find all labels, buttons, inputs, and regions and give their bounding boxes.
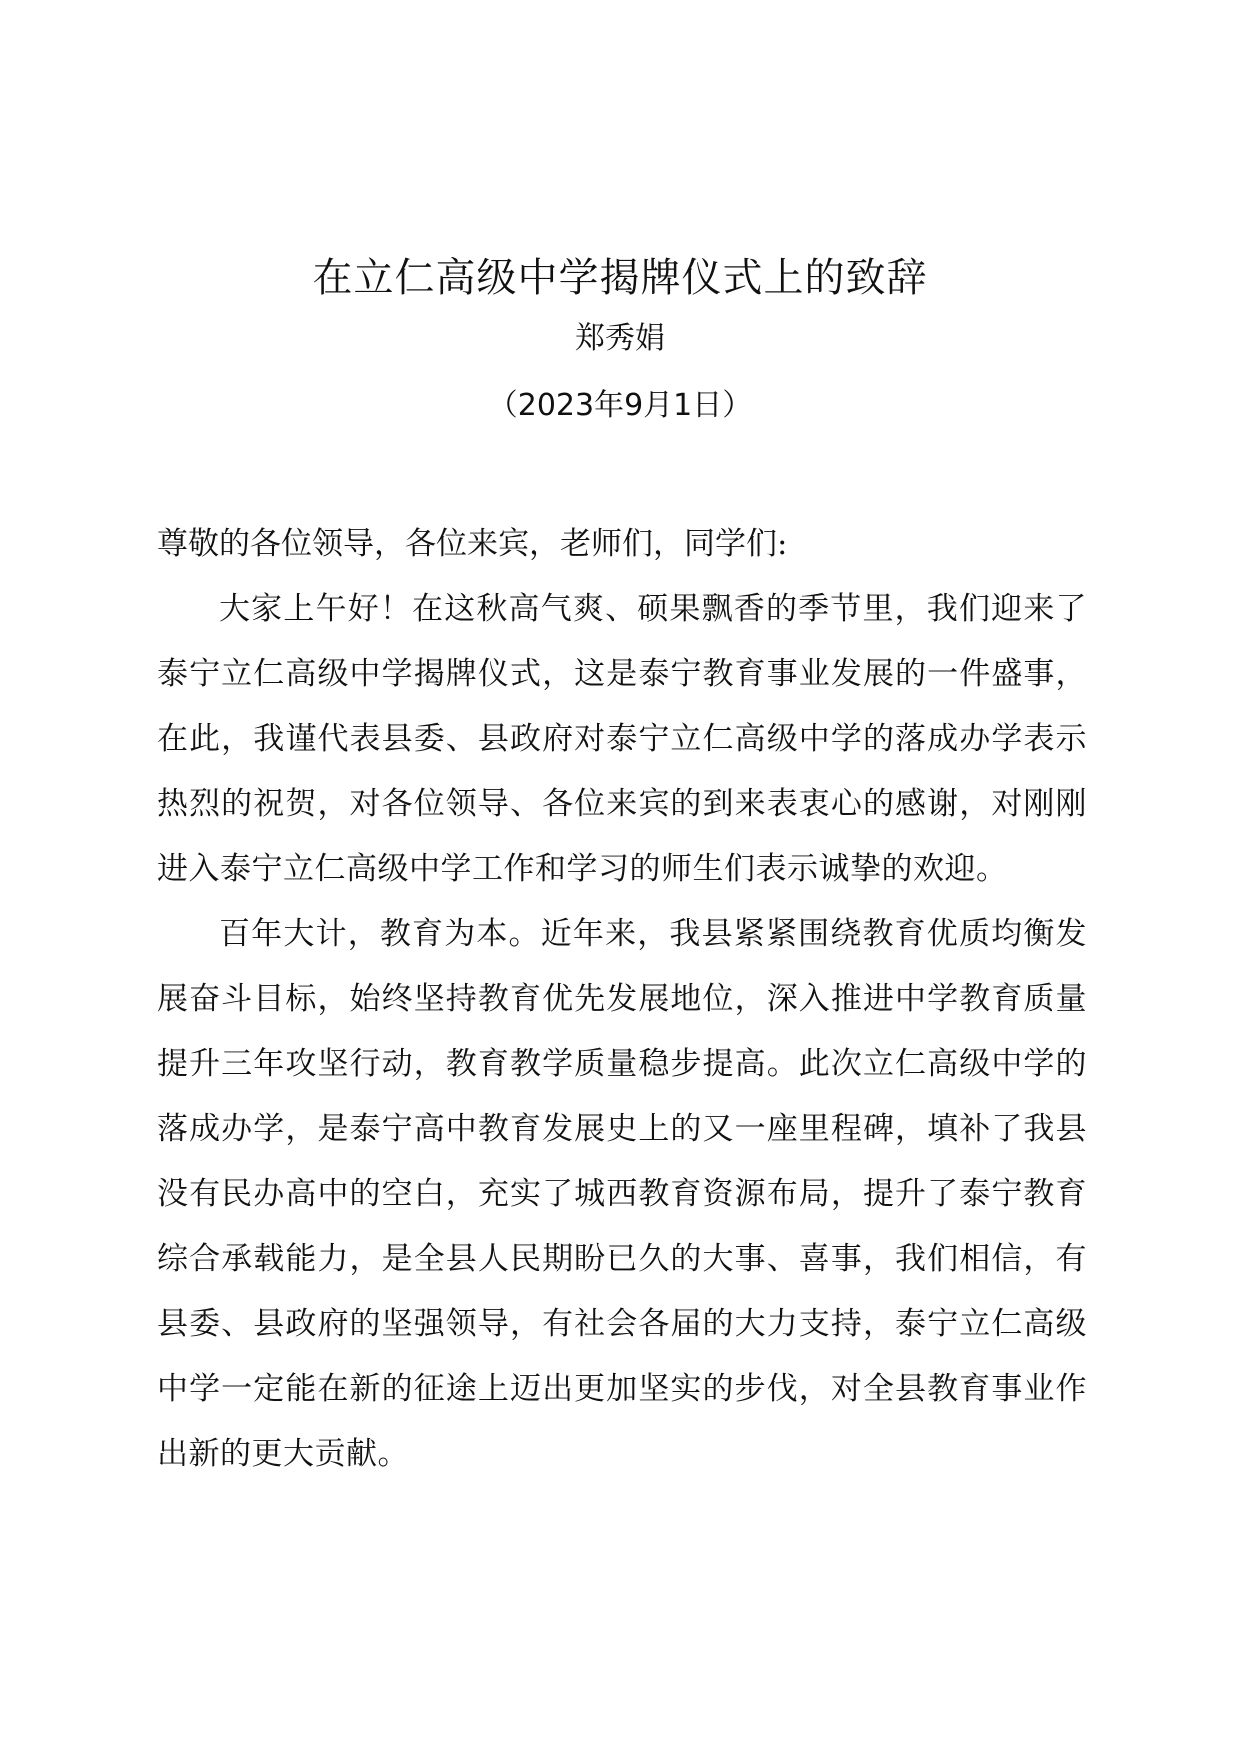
document-title: 在立仁高级中学揭牌仪式上的致辞 xyxy=(312,255,928,301)
document-date: （2023年9月1日） xyxy=(487,388,753,423)
document-author: 郑秀娟 xyxy=(575,321,665,356)
salutation: 尊敬的各位领导，各位来宾，老师们，同学们: xyxy=(157,526,788,562)
paragraph: 百年大计，教育为本。近年来，我县紧紧围绕教育优质均衡发展奋斗目标，始终坚持教育优先发展地位，深入推进中学教育质量提升三年攻坚行动，教育教学质量稳步提高。此次立仁高级中学的落成办学，是泰宁高中教育发展史上的又一座里程碑，填补了我县没有民办高中的空白，充实了城西教育资源布局，提升了泰宁教育综合承载能力，是全县人民期盼已久的大事、喜事，我们相信，有县委、县政府的坚强领导，有社会各届的大力支持，泰宁立仁高级中学一定能在新的征途上迈出更加坚实的步伐，对全县教育事业作出新的更大贡献。 xyxy=(157,916,1087,1472)
document-body xyxy=(157,512,1087,1487)
paragraph: 大家上午好！在这秋高气爽、硕果飘香的季节里，我们迎来了泰宁立仁高级中学揭牌仪式，这是泰宁教育事业发展的一件盛事，在此，我谨代表县委、县政府对泰宁立仁高级中学的落成办学表示热烈的祝贺，对各位领导、各位来宾的到来表衷心的感谢，对刚刚进入泰宁立仁高级中学工作和学习的师生们表示诚挚的欢迎。 xyxy=(157,591,1087,887)
